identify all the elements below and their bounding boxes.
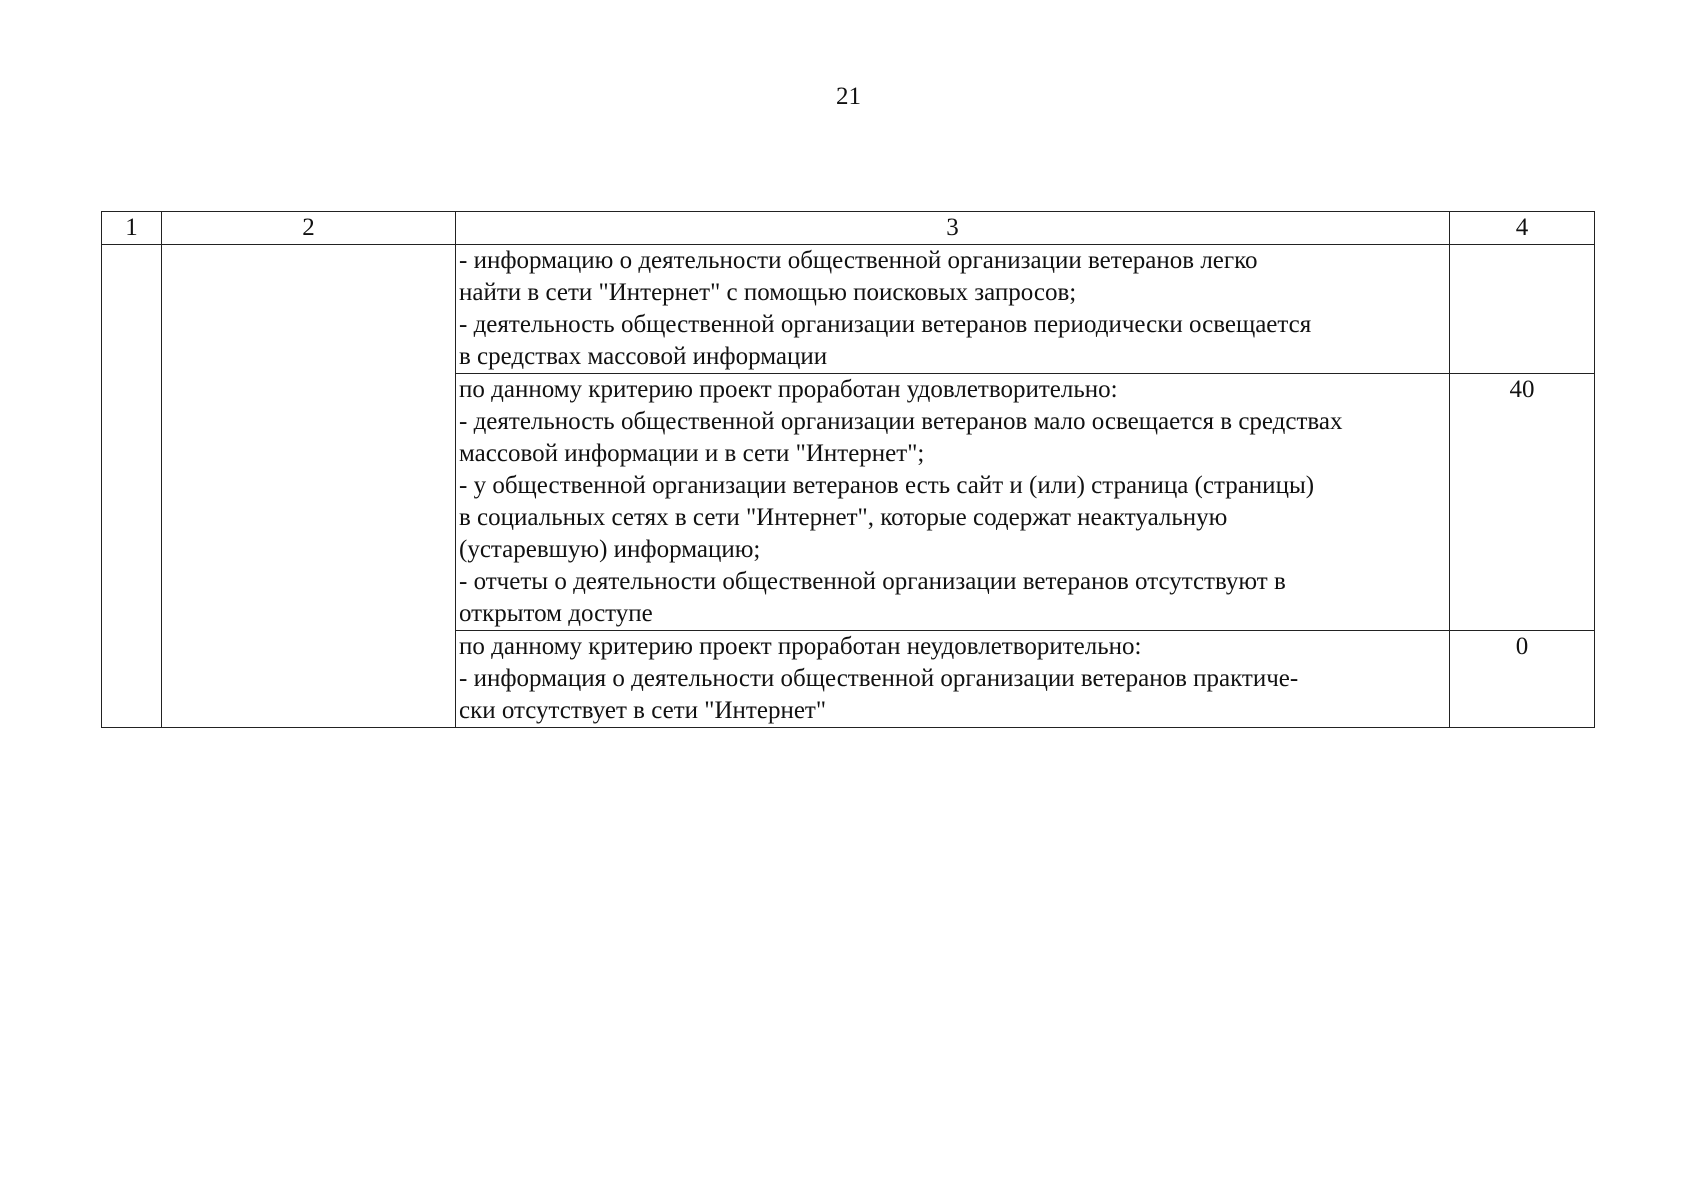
criterion-line: - деятельность общественной организации ветеранов периодически освещается [459,311,1312,338]
header-col-1: 1 [102,212,162,245]
criterion-line: по данному критерию проект проработан удовлетворительно: [459,376,1118,403]
criterion-line: массовой информации и в сети "Интернет"; [459,440,925,467]
header-col-4: 4 [1450,212,1595,245]
criterion-line: - у общественной организации ветеранов есть сайт и (или) страница (страницы) [459,472,1315,499]
score-cell [1450,245,1595,374]
criterion-line: по данному критерию проект проработан неудовлетворительно: [459,633,1142,660]
criterion-line: - отчеты о деятельности общественной организации ветеранов отсутствуют в [459,568,1286,595]
cell-col-2 [162,245,456,728]
criterion-line: найти в сети "Интернет" с помощью поисковых запросов; [459,279,1077,306]
criterion-line: (устаревшую) информацию; [459,536,761,563]
criteria-table [101,211,1595,728]
criterion-line: - информация о деятельности общественной организации ветеранов практиче- [459,665,1299,692]
criterion-text-cell [456,374,1450,631]
criterion-line: - деятельность общественной организации ветеранов мало освещается в средствах [459,408,1343,435]
criterion-line: открытом доступе [459,600,653,627]
cell-col-1 [102,245,162,728]
score-cell: 0 [1450,631,1595,728]
header-col-2: 2 [162,212,456,245]
table-row [102,245,1595,374]
criterion-line: ски отсутствует в сети "Интернет" [459,697,827,724]
criterion-line: - информацию о деятельности общественной организации ветеранов легко [459,247,1258,274]
score-cell: 40 [1450,374,1595,631]
criterion-text-cell [456,245,1450,374]
criterion-line: в социальных сетях в сети "Интернет", которые содержат неактуальную [459,504,1228,531]
table-header-row [102,212,1595,245]
page-number: 21 [836,83,861,110]
criterion-line: в средствах массовой информации [459,343,828,370]
header-col-3: 3 [456,212,1450,245]
criterion-text-cell [456,631,1450,728]
